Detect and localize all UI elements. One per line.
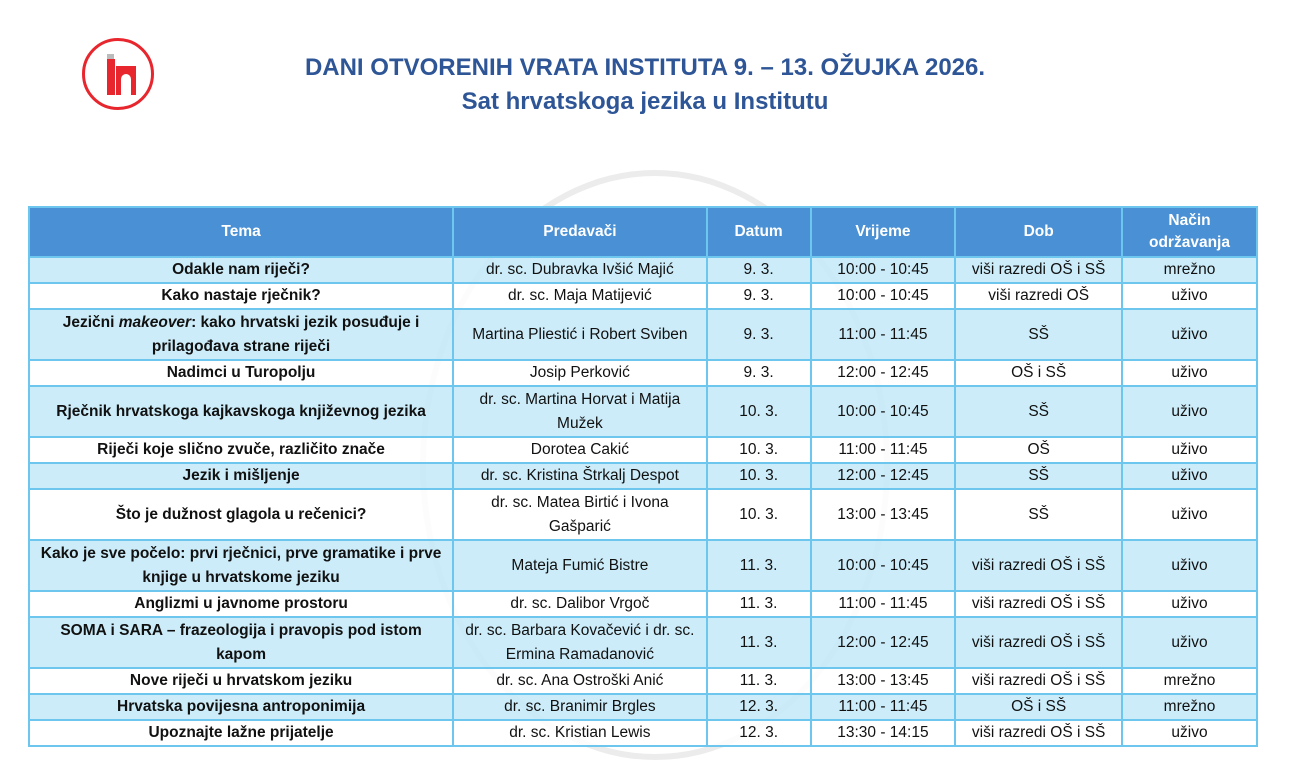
cell-tema: SOMA i SARA – frazeologija i pravopis pod istom kapom [29, 617, 453, 668]
page-subtitle: Sat hrvatskoga jezika u Institutu [461, 88, 829, 115]
cell-datum: 10. 3. [707, 463, 811, 489]
cell-datum: 10. 3. [707, 386, 811, 437]
cell-tema: Što je dužnost glagola u rečenici? [29, 489, 453, 540]
header-vrijeme: Vrijeme [811, 207, 956, 257]
cell-vrijeme: 12:00 - 12:45 [811, 360, 956, 386]
table-row [29, 540, 1257, 591]
cell-nacin: uživo [1122, 360, 1257, 386]
cell-vrijeme: 11:00 - 11:45 [811, 694, 956, 720]
cell-predavaci: Mateja Fumić Bistre [453, 540, 707, 591]
cell-tema: Nadimci u Turopolju [29, 360, 453, 386]
cell-datum: 11. 3. [707, 540, 811, 591]
cell-dob: SŠ [955, 489, 1122, 540]
cell-datum: 10. 3. [707, 489, 811, 540]
table-row [29, 283, 1257, 309]
cell-tema: Kako nastaje rječnik? [29, 283, 453, 309]
cell-dob: viši razredi OŠ i SŠ [955, 257, 1122, 283]
cell-nacin: uživo [1122, 720, 1257, 746]
cell-nacin: uživo [1122, 617, 1257, 668]
cell-datum: 11. 3. [707, 591, 811, 617]
table-row [29, 360, 1257, 386]
cell-predavaci: Dorotea Cakić [453, 437, 707, 463]
cell-dob: OŠ i SŠ [955, 694, 1122, 720]
cell-vrijeme: 13:00 - 13:45 [811, 489, 956, 540]
cell-nacin: uživo [1122, 309, 1257, 360]
cell-vrijeme: 10:00 - 10:45 [811, 386, 956, 437]
header-datum: Datum [707, 207, 811, 257]
table-row [29, 617, 1257, 668]
cell-datum: 9. 3. [707, 283, 811, 309]
table-row [29, 720, 1257, 746]
cell-dob: viši razredi OŠ i SŠ [955, 720, 1122, 746]
cell-predavaci: dr. sc. Kristian Lewis [453, 720, 707, 746]
cell-predavaci: dr. sc. Kristina Štrkalj Despot [453, 463, 707, 489]
cell-vrijeme: 12:00 - 12:45 [811, 463, 956, 489]
cell-datum: 10. 3. [707, 437, 811, 463]
cell-nacin: uživo [1122, 386, 1257, 437]
institute-logo [82, 38, 154, 110]
cell-nacin: uživo [1122, 489, 1257, 540]
cell-vrijeme: 10:00 - 10:45 [811, 540, 956, 591]
cell-tema: Nove riječi u hrvatskom jeziku [29, 668, 453, 694]
cell-nacin: uživo [1122, 463, 1257, 489]
cell-vrijeme: 12:00 - 12:45 [811, 617, 956, 668]
tema-part: : kako hrvatski jezik posuđuje i prilagođava strane riječi [151, 313, 420, 355]
table-row [29, 694, 1257, 720]
cell-tema: Riječi koje slično zvuče, različito znače [29, 437, 453, 463]
cell-predavaci: dr. sc. Branimir Brgles [453, 694, 707, 720]
header-dob: Dob [955, 207, 1122, 257]
cell-predavaci: dr. sc. Martina Horvat i Matija Mužek [453, 386, 707, 437]
cell-datum: 12. 3. [707, 694, 811, 720]
cell-vrijeme: 10:00 - 10:45 [811, 283, 956, 309]
cell-tema: Jezik i mišljenje [29, 463, 453, 489]
cell-datum: 11. 3. [707, 668, 811, 694]
cell-tema: Upoznajte lažne prijatelje [29, 720, 453, 746]
cell-dob: OŠ i SŠ [955, 360, 1122, 386]
cell-datum: 12. 3. [707, 720, 811, 746]
cell-datum: 9. 3. [707, 257, 811, 283]
cell-dob: SŠ [955, 309, 1122, 360]
cell-vrijeme: 10:00 - 10:45 [811, 257, 956, 283]
cell-predavaci: Martina Pliestić i Robert Sviben [453, 309, 707, 360]
cell-dob: SŠ [955, 463, 1122, 489]
table-row [29, 668, 1257, 694]
cell-tema: Odakle nam riječi? [29, 257, 453, 283]
cell-nacin: uživo [1122, 591, 1257, 617]
cell-nacin: mrežno [1122, 257, 1257, 283]
table-row [29, 463, 1257, 489]
table-row [29, 437, 1257, 463]
table-row [29, 257, 1257, 283]
header-tema: Tema [29, 207, 453, 257]
header-predavaci: Predavači [453, 207, 707, 257]
table-row [29, 309, 1257, 360]
cell-vrijeme: 13:00 - 13:45 [811, 668, 956, 694]
cell-dob: viši razredi OŠ i SŠ [955, 540, 1122, 591]
cell-nacin: mrežno [1122, 694, 1257, 720]
cell-tema [29, 309, 453, 360]
cell-tema: Rječnik hrvatskoga kajkavskoga književnog jezika [29, 386, 453, 437]
cell-predavaci: dr. sc. Dalibor Vrgoč [453, 591, 707, 617]
cell-tema: Kako je sve počelo: prvi rječnici, prve gramatike i prve knjige u hrvatskome jeziku [29, 540, 453, 591]
cell-vrijeme: 11:00 - 11:45 [811, 437, 956, 463]
cell-vrijeme: 11:00 - 11:45 [811, 591, 956, 617]
table-row [29, 489, 1257, 540]
cell-tema: Hrvatska povijesna antroponimija [29, 694, 453, 720]
table-row [29, 386, 1257, 437]
cell-predavaci: dr. sc. Maja Matijević [453, 283, 707, 309]
tema-part: makeover [118, 313, 192, 331]
cell-predavaci: dr. sc. Barbara Kovačević i dr. sc. Ermina Ramadanović [453, 617, 707, 668]
cell-datum: 9. 3. [707, 309, 811, 360]
cell-dob: viši razredi OŠ i SŠ [955, 617, 1122, 668]
cell-predavaci: dr. sc. Dubravka Ivšić Majić [453, 257, 707, 283]
cell-vrijeme: 11:00 - 11:45 [811, 309, 956, 360]
cell-nacin: uživo [1122, 283, 1257, 309]
cell-predavaci: dr. sc. Matea Birtić i Ivona Gašparić [453, 489, 707, 540]
cell-dob: viši razredi OŠ [955, 283, 1122, 309]
cell-nacin: mrežno [1122, 668, 1257, 694]
cell-tema: Anglizmi u javnome prostoru [29, 591, 453, 617]
cell-nacin: uživo [1122, 540, 1257, 591]
cell-dob: OŠ [955, 437, 1122, 463]
cell-vrijeme: 13:30 - 14:15 [811, 720, 956, 746]
table-row [29, 591, 1257, 617]
tema-part: Jezični [62, 313, 119, 331]
cell-datum: 11. 3. [707, 617, 811, 668]
schedule-table [28, 206, 1258, 747]
cell-nacin: uživo [1122, 437, 1257, 463]
cell-datum: 9. 3. [707, 360, 811, 386]
header-nacin: Način održavanja [1122, 207, 1257, 257]
cell-predavaci: Josip Perković [453, 360, 707, 386]
cell-dob: viši razredi OŠ i SŠ [955, 591, 1122, 617]
cell-predavaci: dr. sc. Ana Ostroški Anić [453, 668, 707, 694]
cell-dob: viši razredi OŠ i SŠ [955, 668, 1122, 694]
cell-dob: SŠ [955, 386, 1122, 437]
page-title: DANI OTVORENIH VRATA INSTITUTA 9. – 13. OŽUJKA 2026. [304, 54, 986, 81]
